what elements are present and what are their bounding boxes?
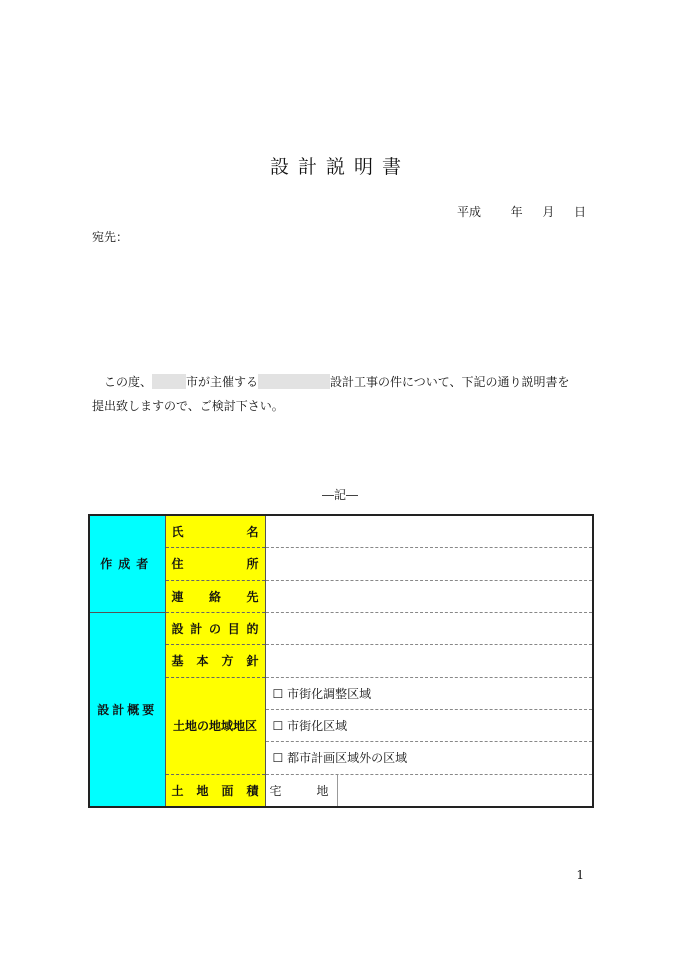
date-era: 平成 bbox=[456, 205, 481, 219]
policy-label: 基 本 方 針 bbox=[165, 645, 265, 677]
zone-option-2[interactable]: ☐ 市街化区域 bbox=[265, 709, 593, 741]
body-line2: 提出致しますので、ご検討下さい。 bbox=[92, 399, 284, 413]
area-input[interactable] bbox=[338, 775, 593, 806]
outline-section: 設計概要 bbox=[89, 612, 165, 807]
date-year: 年 bbox=[510, 205, 523, 219]
page-number: 1 bbox=[576, 868, 584, 882]
policy-value[interactable] bbox=[265, 645, 593, 677]
date-month: 月 bbox=[542, 205, 555, 219]
name-value[interactable] bbox=[265, 515, 593, 548]
city-blank bbox=[152, 374, 186, 389]
addressee-label: 宛先： bbox=[92, 230, 129, 244]
purpose-value[interactable] bbox=[265, 612, 593, 644]
area-label: 土 地 面 積 bbox=[165, 774, 265, 807]
address-value[interactable] bbox=[265, 548, 593, 580]
body-part1: この度、 bbox=[104, 375, 153, 389]
date-line bbox=[457, 203, 586, 220]
contact-label: 連 絡 先 bbox=[165, 580, 265, 612]
area-value bbox=[265, 774, 593, 807]
body-part3: 設計工事の件について、下記の通り説明書を bbox=[330, 375, 570, 389]
purpose-label: 設 計 の 目 的 bbox=[165, 612, 265, 644]
date-day: 日 bbox=[573, 205, 586, 219]
body-paragraph bbox=[92, 370, 592, 418]
ki-label: ―記― bbox=[321, 488, 358, 502]
land-type-label: 宅 地 bbox=[266, 775, 338, 806]
design-form bbox=[88, 514, 594, 808]
zone-option-1[interactable]: ☐ 市街化調整区域 bbox=[265, 677, 593, 709]
address-label: 住 所 bbox=[165, 548, 265, 580]
creator-section: 作成者 bbox=[89, 515, 165, 612]
page-title: 設計説明書 bbox=[269, 156, 410, 178]
contact-value[interactable] bbox=[265, 580, 593, 612]
name-label: 氏 名 bbox=[165, 515, 265, 548]
zone-label: 土地の地域地区 bbox=[165, 677, 265, 774]
body-part2: 市が主催する bbox=[186, 375, 259, 389]
zone-option-3[interactable]: ☐ 都市計画区域外の区域 bbox=[265, 742, 593, 774]
project-blank bbox=[258, 374, 330, 389]
